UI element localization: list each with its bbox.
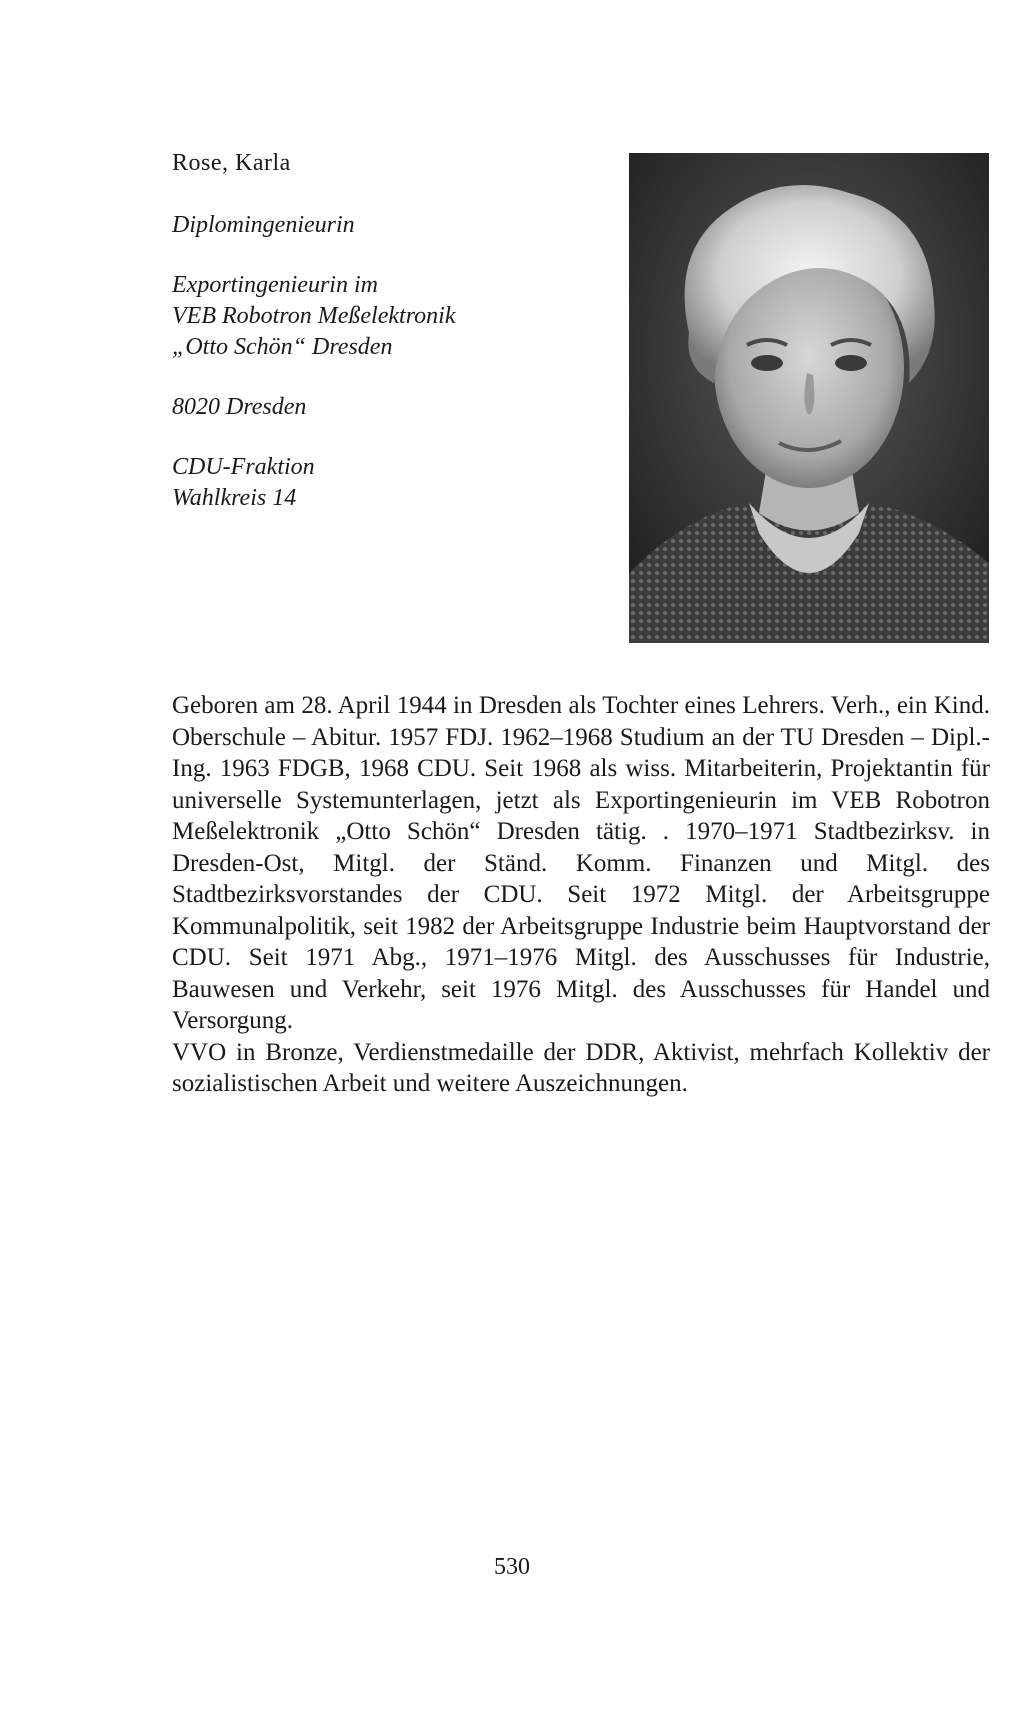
awards-paragraph: VVO in Bronze, Verdienstmedaille der DDR, Aktivist, mehrfach Kollektiv der sozialistischen Arbeit und weitere Auszeichnungen. <box>172 1038 990 1097</box>
portrait-photo <box>629 153 989 643</box>
page-number: 530 <box>494 1554 530 1580</box>
person-name: Rose, Karla <box>172 150 291 176</box>
biography <box>172 690 990 1100</box>
position-line: „Otto Schön“ Dresden <box>172 334 393 360</box>
address: 8020 Dresden <box>172 394 307 420</box>
job-title: Diplomingenieurin <box>172 212 355 238</box>
position-block <box>172 270 455 363</box>
faction-line: CDU-Fraktion <box>172 454 315 480</box>
faction-block <box>172 452 315 514</box>
constituency-line: Wahlkreis 14 <box>172 485 297 511</box>
position-line: VEB Robotron Meßelektronik <box>172 303 456 329</box>
biography-paragraph: Geboren am 28. April 1944 in Dresden als Tochter eines Lehrers. Verh., ein Kind. Oberschule – Abitur. 1957 FDJ. 1962–1968 Studium an der TU Dresden – Dipl.-Ing. 1963 FDGB, 1968 CDU. Seit 1968 als wiss. Mitarbeiterin, Projektantin für universelle Systemunterlagen, jetzt als Exportingenieurin im VEB Robotron Meßelektronik „Otto Schön“ Dresden tätig. . 1970–1971 Stadtbezirksv. in Dresden-Ost, Mitgl. der Ständ. Komm. Finanzen und Mitgl. des Stadtbezirksvorstandes der CDU. Seit 1972 Mitgl. der Arbeitsgruppe Kommunalpolitik, seit 1982 der Arbeitsgruppe Industrie beim Hauptvorstand der CDU. Seit 1971 Abg., 1971–1976 Mitgl. des Ausschusses für Industrie, Bauwesen und Verkehr, seit 1976 Mitgl. des Ausschusses für Handel und Versorgung. <box>172 692 990 1034</box>
position-line: Exportingenieurin im <box>172 272 378 298</box>
